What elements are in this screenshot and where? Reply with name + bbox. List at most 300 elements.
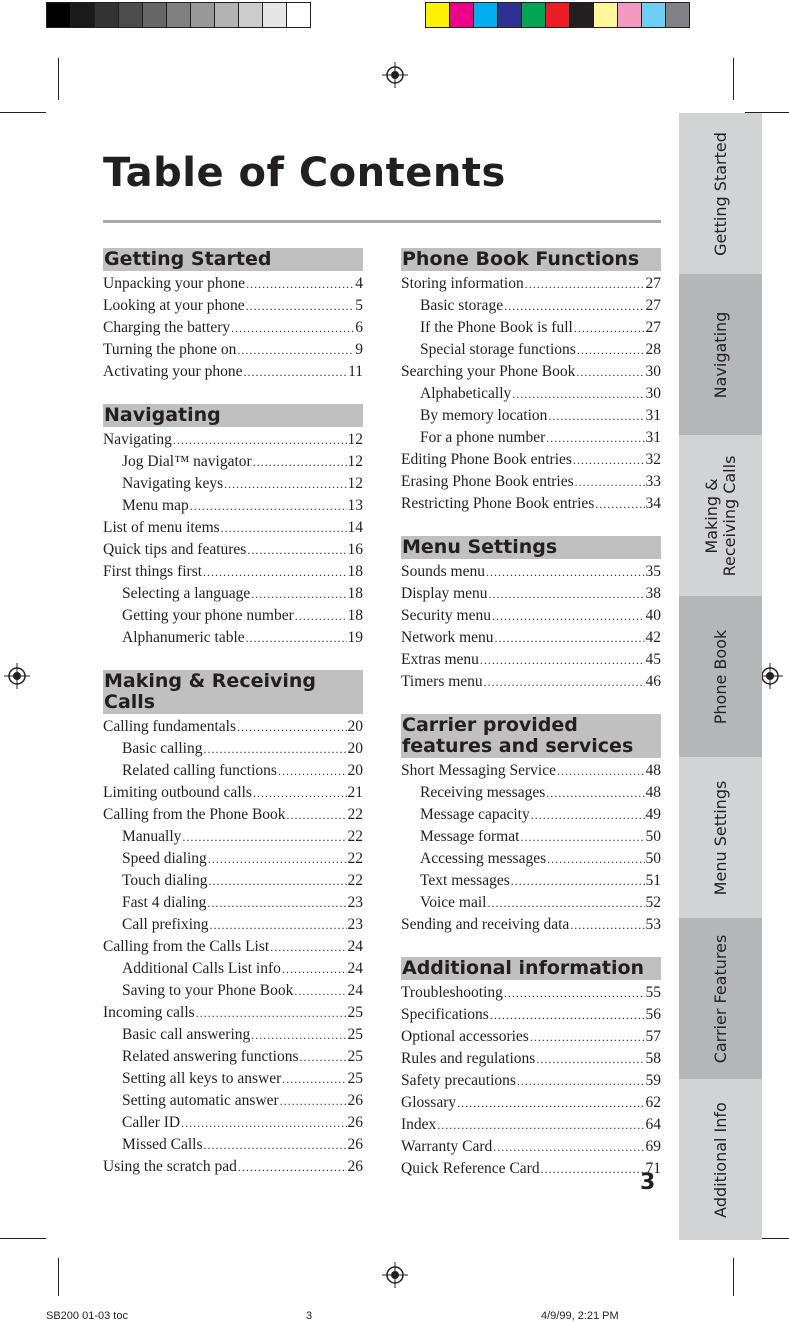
entry-title: Charging the battery xyxy=(103,319,231,336)
dot-leader xyxy=(512,383,644,405)
toc-subentry[interactable] xyxy=(401,848,661,870)
toc-subentry[interactable] xyxy=(103,1068,363,1090)
entry-title: List of menu items xyxy=(103,519,220,536)
footer-file-name: SB200 01-03 toc xyxy=(46,1310,128,1322)
toc-entry[interactable] xyxy=(103,295,363,317)
toc-entry[interactable] xyxy=(103,1156,363,1178)
registration-mark-icon xyxy=(382,62,408,88)
dot-leader xyxy=(251,583,346,605)
toc-entry[interactable] xyxy=(401,561,661,583)
dot-leader xyxy=(495,627,645,649)
crop-mark xyxy=(733,58,734,100)
tab-label: Getting Started xyxy=(710,131,730,256)
entry-page-number: 26 xyxy=(347,1114,363,1131)
section-heading: Carrier provided features and services xyxy=(401,714,661,758)
entry-title: Basic call answering xyxy=(122,1026,251,1043)
dot-leader xyxy=(243,361,347,383)
toc-entry[interactable] xyxy=(401,583,661,605)
toc-subentry[interactable] xyxy=(103,826,363,848)
toc-section xyxy=(103,670,363,1178)
entry-page-number: 12 xyxy=(347,475,363,492)
dot-leader xyxy=(208,870,346,892)
entry-page-number: 9 xyxy=(355,341,363,358)
dot-leader xyxy=(489,583,645,605)
entry-title: Speed dialing xyxy=(122,850,207,867)
dot-leader xyxy=(573,449,645,471)
entry-page-number: 28 xyxy=(645,341,661,358)
entry-title: Unpacking your phone xyxy=(103,275,246,292)
dot-leader xyxy=(246,627,347,649)
dot-leader xyxy=(253,451,347,473)
section-tab[interactable] xyxy=(679,757,762,918)
toc-entry[interactable] xyxy=(401,671,661,693)
entry-title: Related calling functions xyxy=(122,762,277,779)
dot-leader xyxy=(196,1002,347,1024)
toc-subentry[interactable] xyxy=(103,848,363,870)
entry-title: Basic calling xyxy=(122,740,203,757)
entry-title: Text messages xyxy=(420,872,510,889)
entry-page-number: 34 xyxy=(645,495,661,512)
color-swatch xyxy=(449,2,474,28)
entry-page-number: 50 xyxy=(645,850,661,867)
entry-title: Limiting outbound calls xyxy=(103,784,252,801)
toc-entry[interactable] xyxy=(401,982,661,1004)
dot-leader xyxy=(237,339,354,361)
toc-entry[interactable] xyxy=(103,429,363,451)
toc-entry[interactable] xyxy=(103,1002,363,1024)
entry-title: Saving to your Phone Book xyxy=(122,982,294,999)
dot-leader xyxy=(577,339,645,361)
entry-page-number: 4 xyxy=(355,275,363,292)
entry-page-number: 13 xyxy=(347,497,363,514)
color-swatch xyxy=(425,2,450,28)
toc-entry[interactable] xyxy=(103,361,363,383)
entry-title: Security menu xyxy=(401,607,491,624)
toc-entry[interactable] xyxy=(401,627,661,649)
toc-subentry[interactable] xyxy=(103,980,363,1002)
color-swatch xyxy=(593,2,618,28)
entry-page-number: 23 xyxy=(347,894,363,911)
toc-subentry[interactable] xyxy=(103,627,363,649)
toc-entry[interactable] xyxy=(103,716,363,738)
toc-entry[interactable] xyxy=(103,936,363,958)
entry-page-number: 26 xyxy=(347,1158,363,1175)
entry-title: First things first xyxy=(103,563,203,580)
entry-page-number: 53 xyxy=(645,916,661,933)
toc-entry[interactable] xyxy=(401,1114,661,1136)
entry-title: Missed Calls xyxy=(122,1136,203,1153)
toc-subentry[interactable] xyxy=(103,892,363,914)
dot-leader xyxy=(253,782,347,804)
dot-leader xyxy=(576,361,644,383)
toc-entry[interactable] xyxy=(401,493,661,515)
toc-subentry[interactable] xyxy=(401,427,661,449)
section-tab[interactable] xyxy=(679,596,762,757)
toc-entry[interactable] xyxy=(401,1158,661,1180)
entry-title: Searching your Phone Book xyxy=(401,363,576,380)
tab-label: Making & Receiving Calls xyxy=(701,455,739,576)
entry-title: Activating your phone xyxy=(103,363,243,380)
toc-entry[interactable] xyxy=(103,273,363,295)
crop-mark xyxy=(58,1258,59,1296)
entry-page-number: 22 xyxy=(347,806,363,823)
dot-leader xyxy=(231,317,354,339)
toc-subentry[interactable] xyxy=(103,760,363,782)
entry-page-number: 49 xyxy=(645,806,661,823)
section-tab[interactable] xyxy=(679,113,762,274)
entry-title: Using the scratch pad xyxy=(103,1158,237,1175)
dot-leader xyxy=(299,1046,346,1068)
toc-subentry[interactable] xyxy=(103,495,363,517)
entry-page-number: 25 xyxy=(347,1004,363,1021)
toc-subentry[interactable] xyxy=(103,583,363,605)
entry-page-number: 30 xyxy=(645,385,661,402)
toc-subentry[interactable] xyxy=(401,826,661,848)
color-swatch xyxy=(473,2,498,28)
color-swatch xyxy=(46,2,71,28)
crop-mark xyxy=(733,1258,734,1296)
toc-entry[interactable] xyxy=(103,804,363,826)
toc-entry[interactable] xyxy=(401,471,661,493)
entry-page-number: 11 xyxy=(348,363,363,380)
section-heading: Getting Started xyxy=(103,248,363,271)
toc-subentry[interactable] xyxy=(103,1112,363,1134)
entry-page-number: 24 xyxy=(347,938,363,955)
entry-title: If the Phone Book is full xyxy=(420,319,573,336)
toc-subentry[interactable] xyxy=(103,914,363,936)
dot-leader xyxy=(546,782,644,804)
entry-page-number: 16 xyxy=(347,541,363,558)
dot-leader xyxy=(204,738,347,760)
dot-leader xyxy=(208,848,347,870)
entry-title: Message capacity xyxy=(420,806,530,823)
entry-title: Sending and receiving data xyxy=(401,916,570,933)
entry-title: Safety precautions xyxy=(401,1072,516,1089)
entry-page-number: 62 xyxy=(645,1094,661,1111)
toc-subentry[interactable] xyxy=(401,870,661,892)
entry-page-number: 20 xyxy=(347,762,363,779)
entry-title: Alphabetically xyxy=(420,385,512,402)
entry-page-number: 35 xyxy=(645,563,661,580)
entry-page-number: 26 xyxy=(347,1092,363,1109)
color-swatch xyxy=(521,2,546,28)
dot-leader xyxy=(574,317,645,339)
color-swatch xyxy=(118,2,143,28)
entry-title: Getting your phone number xyxy=(122,607,294,624)
entry-page-number: 32 xyxy=(645,451,661,468)
color-swatch xyxy=(190,2,215,28)
toc-subentry[interactable] xyxy=(401,804,661,826)
toc-entry[interactable] xyxy=(401,760,661,782)
dot-leader xyxy=(190,495,347,517)
toc-entry[interactable] xyxy=(401,605,661,627)
dot-leader xyxy=(486,561,645,583)
section-tab[interactable] xyxy=(679,435,762,596)
entry-page-number: 64 xyxy=(645,1116,661,1133)
entry-title: Calling from the Phone Book xyxy=(103,806,286,823)
dot-leader xyxy=(457,1092,644,1114)
toc-subentry[interactable] xyxy=(103,1024,363,1046)
dot-leader xyxy=(280,1090,347,1112)
page-title: Table of Contents xyxy=(103,150,506,196)
color-swatch xyxy=(166,2,191,28)
dot-leader xyxy=(504,982,645,1004)
dot-leader xyxy=(541,1158,645,1180)
dot-leader xyxy=(504,295,644,317)
color-swatch xyxy=(238,2,263,28)
entry-page-number: 25 xyxy=(347,1070,363,1087)
entry-title: Looking at your phone xyxy=(103,297,245,314)
dot-leader xyxy=(204,1134,347,1156)
color-swatch xyxy=(497,2,522,28)
toc-entry[interactable] xyxy=(401,1048,661,1070)
dot-leader xyxy=(221,517,347,539)
crop-mark xyxy=(0,112,46,113)
entry-title: Voice mail xyxy=(420,894,487,911)
dot-leader xyxy=(238,1156,347,1178)
entry-title: Specifications xyxy=(401,1006,489,1023)
toc-entry[interactable] xyxy=(401,1092,661,1114)
section-tabs xyxy=(679,113,762,1238)
toc-subentry[interactable] xyxy=(401,383,661,405)
toc-subentry[interactable] xyxy=(401,782,661,804)
dot-leader xyxy=(203,561,346,583)
toc-entry[interactable] xyxy=(401,1136,661,1158)
tab-label: Additional Info xyxy=(710,1101,730,1218)
color-swatch xyxy=(94,2,119,28)
dot-leader xyxy=(294,980,346,1002)
dot-leader xyxy=(224,473,346,495)
entry-title: Calling fundamentals xyxy=(103,718,237,735)
entry-page-number: 12 xyxy=(347,453,363,470)
toc-entry[interactable] xyxy=(103,317,363,339)
toc-subentry[interactable] xyxy=(401,405,661,427)
entry-title: Additional Calls List info xyxy=(122,960,281,977)
dot-leader xyxy=(557,760,645,782)
color-swatch xyxy=(665,2,690,28)
toc-section xyxy=(103,404,363,649)
section-tab[interactable] xyxy=(679,1079,762,1240)
entry-title: Special storage functions xyxy=(420,341,576,358)
dot-leader xyxy=(246,273,354,295)
entry-page-number: 52 xyxy=(645,894,661,911)
tab-label: Phone Book xyxy=(710,629,730,724)
entry-title: By memory location xyxy=(420,407,548,424)
entry-page-number: 46 xyxy=(645,673,661,690)
dot-leader xyxy=(492,605,645,627)
toc-entry[interactable] xyxy=(103,561,363,583)
entry-page-number: 24 xyxy=(347,982,363,999)
toc-entry[interactable] xyxy=(401,1026,661,1048)
toc-subentry[interactable] xyxy=(103,870,363,892)
toc-right-column xyxy=(401,248,661,1201)
entry-page-number: 33 xyxy=(645,473,661,490)
toc-subentry[interactable] xyxy=(103,1134,363,1156)
dot-leader xyxy=(575,471,645,493)
entry-title: Editing Phone Book entries xyxy=(401,451,572,468)
section-heading: Navigating xyxy=(103,404,363,427)
entry-title: Call prefixing xyxy=(122,916,209,933)
entry-page-number: 27 xyxy=(645,275,661,292)
toc-entry[interactable] xyxy=(401,273,661,295)
dot-leader xyxy=(490,1004,645,1026)
entry-title: Network menu xyxy=(401,629,494,646)
toc-subentry[interactable] xyxy=(103,605,363,627)
dot-leader xyxy=(282,1068,346,1090)
section-heading: Additional information xyxy=(401,957,661,980)
toc-subentry[interactable] xyxy=(103,958,363,980)
entry-title: Restricting Phone Book entries xyxy=(401,495,595,512)
toc-entry[interactable] xyxy=(103,517,363,539)
dot-leader xyxy=(287,804,347,826)
entry-title: Storing information xyxy=(401,275,524,292)
dot-leader xyxy=(295,605,347,627)
color-swatch xyxy=(214,2,239,28)
toc-entry[interactable] xyxy=(401,361,661,383)
entry-page-number: 40 xyxy=(645,607,661,624)
entry-title: Navigating xyxy=(103,431,172,448)
toc-subentry[interactable] xyxy=(103,1090,363,1112)
entry-title: Accessing messages xyxy=(420,850,547,867)
entry-page-number: 18 xyxy=(347,585,363,602)
entry-title: Optional accessories xyxy=(401,1028,529,1045)
section-heading: Menu Settings xyxy=(401,536,661,559)
dot-leader xyxy=(173,429,347,451)
entry-page-number: 20 xyxy=(347,718,363,735)
toc-entry[interactable] xyxy=(103,539,363,561)
section-tab[interactable] xyxy=(679,918,762,1079)
color-swatch xyxy=(545,2,570,28)
dot-leader xyxy=(480,649,645,671)
dot-leader xyxy=(595,493,644,515)
toc-subentry[interactable] xyxy=(401,339,661,361)
entry-title: Quick tips and features xyxy=(103,541,247,558)
tab-label: Carrier Features xyxy=(710,934,730,1063)
entry-page-number: 21 xyxy=(347,784,363,801)
entry-title: Touch dialing xyxy=(122,872,208,889)
entry-page-number: 59 xyxy=(645,1072,661,1089)
dot-leader xyxy=(237,716,346,738)
toc-entry[interactable] xyxy=(401,1004,661,1026)
entry-title: Selecting a language xyxy=(122,585,251,602)
entry-page-number: 26 xyxy=(347,1136,363,1153)
entry-page-number: 38 xyxy=(645,585,661,602)
toc-subentry[interactable] xyxy=(401,295,661,317)
entry-page-number: 42 xyxy=(645,629,661,646)
page-number: 3 xyxy=(640,1170,656,1195)
entry-title: Calling from the Calls List xyxy=(103,938,270,955)
entry-title: Menu map xyxy=(122,497,189,514)
toc-subentry[interactable] xyxy=(103,1046,363,1068)
toc-section xyxy=(401,714,661,936)
crop-mark xyxy=(58,58,59,100)
dot-leader xyxy=(282,958,347,980)
entry-title: Caller ID xyxy=(122,1114,181,1131)
entry-title: Erasing Phone Book entries xyxy=(401,473,574,490)
toc-entry[interactable] xyxy=(401,449,661,471)
dot-leader xyxy=(278,760,347,782)
entry-page-number: 6 xyxy=(355,319,363,336)
dot-leader xyxy=(181,1112,346,1134)
entry-page-number: 27 xyxy=(645,319,661,336)
section-heading: Phone Book Functions xyxy=(401,248,661,271)
entry-title: Fast 4 dialing xyxy=(122,894,207,911)
toc-entry[interactable] xyxy=(103,339,363,361)
toc-subentry[interactable] xyxy=(103,473,363,495)
entry-page-number: 25 xyxy=(347,1048,363,1065)
toc-entry[interactable] xyxy=(401,649,661,671)
entry-title: Short Messaging Service xyxy=(401,762,556,779)
entry-page-number: 24 xyxy=(347,960,363,977)
entry-title: Warranty Card xyxy=(401,1138,493,1155)
entry-page-number: 19 xyxy=(347,629,363,646)
dot-leader xyxy=(437,1114,644,1136)
toc-entry[interactable] xyxy=(401,1070,661,1092)
entry-title: Display menu xyxy=(401,585,488,602)
dot-leader xyxy=(570,914,644,936)
dot-leader xyxy=(536,1048,644,1070)
entry-title: Setting automatic answer xyxy=(122,1092,279,1109)
dot-leader xyxy=(182,826,346,848)
entry-title: Alphanumeric table xyxy=(122,629,245,646)
toc-subentry[interactable] xyxy=(401,317,661,339)
entry-title: Manually xyxy=(122,828,182,845)
entry-title: Extras menu xyxy=(401,651,479,668)
dot-leader xyxy=(511,870,645,892)
toc-section xyxy=(401,957,661,1180)
process-color-bar xyxy=(425,2,689,28)
entry-page-number: 69 xyxy=(645,1138,661,1155)
toc-entry[interactable] xyxy=(401,914,661,936)
toc-subentry[interactable] xyxy=(401,892,661,914)
dot-leader xyxy=(517,1070,645,1092)
entry-title: Troubleshooting xyxy=(401,984,503,1001)
entry-title: Index xyxy=(401,1116,437,1133)
entry-title: Message format xyxy=(420,828,520,845)
crop-mark xyxy=(0,1238,46,1239)
entry-page-number: 45 xyxy=(645,651,661,668)
entry-title: Timers menu xyxy=(401,673,483,690)
dot-leader xyxy=(247,539,346,561)
entry-page-number: 71 xyxy=(645,1160,661,1177)
registration-mark-icon xyxy=(382,1262,408,1288)
footer-page: 3 xyxy=(306,1310,313,1322)
entry-page-number: 5 xyxy=(355,297,363,314)
toc-section xyxy=(401,536,661,693)
tab-label: Navigating xyxy=(710,311,730,398)
entry-page-number: 22 xyxy=(347,850,363,867)
entry-page-number: 25 xyxy=(347,1026,363,1043)
entry-page-number: 27 xyxy=(645,297,661,314)
entry-title: Navigating keys xyxy=(122,475,224,492)
entry-title: Related answering functions xyxy=(122,1048,299,1065)
entry-page-number: 22 xyxy=(347,872,363,889)
toc-entry[interactable] xyxy=(103,782,363,804)
color-swatch xyxy=(286,2,311,28)
entry-page-number: 18 xyxy=(347,563,363,580)
entry-title: Turning the phone on xyxy=(103,341,237,358)
entry-page-number: 48 xyxy=(645,784,661,801)
entry-page-number: 12 xyxy=(347,431,363,448)
entry-page-number: 20 xyxy=(347,740,363,757)
toc-subentry[interactable] xyxy=(103,451,363,473)
dot-leader xyxy=(251,1024,346,1046)
toc-section xyxy=(103,248,363,383)
grayscale-color-bar xyxy=(46,2,310,28)
toc-subentry[interactable] xyxy=(103,738,363,760)
entry-page-number: 55 xyxy=(645,984,661,1001)
section-tab[interactable] xyxy=(679,274,762,435)
